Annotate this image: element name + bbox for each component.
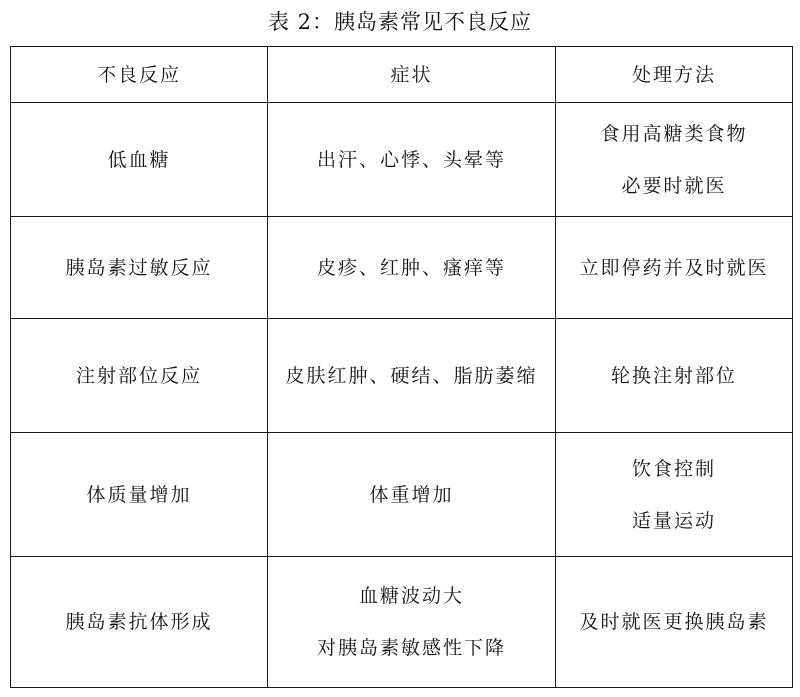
reaction-text: 低血糖 [107, 148, 171, 171]
reaction-text: 注射部位反应 [75, 364, 202, 387]
table-row [11, 319, 793, 433]
treatment-text: 食用高糖类食物 [600, 122, 748, 145]
treatment-cell [556, 433, 793, 557]
treatment-text: 适量运动 [631, 509, 716, 532]
treatment-cell [556, 319, 793, 433]
symptoms-cell [268, 557, 556, 688]
treatment-cell [556, 217, 793, 319]
column-header-symptoms [268, 47, 556, 103]
reaction-text: 胰岛素抗体形成 [65, 611, 213, 633]
table-row [11, 217, 793, 319]
reaction-cell [11, 217, 268, 319]
treatment-text: 及时就医更换胰岛素 [579, 611, 769, 633]
symptoms-text: 出汗、心悸、头晕等 [316, 148, 506, 171]
table-row [11, 557, 793, 688]
symptoms-cell [268, 319, 556, 433]
table-row [11, 103, 793, 217]
treatment-cell [556, 557, 793, 688]
treatment-text: 轮换注射部位 [610, 364, 737, 387]
header-label: 不良反应 [96, 63, 181, 86]
table-header-row [11, 47, 793, 103]
treatment-text: 必要时就医 [621, 174, 727, 197]
treatment-text: 饮食控制 [631, 457, 716, 480]
reaction-text: 胰岛素过敏反应 [65, 256, 213, 279]
reaction-cell [11, 319, 268, 433]
header-label: 处理方法 [631, 63, 716, 86]
symptoms-cell [268, 103, 556, 217]
treatment-cell [556, 103, 793, 217]
symptoms-text: 体重增加 [369, 483, 454, 506]
adverse-reactions-table [10, 46, 793, 688]
column-header-treatment [556, 47, 793, 103]
treatment-text: 立即停药并及时就医 [579, 256, 769, 279]
symptoms-text: 对胰岛素敏感性下降 [316, 637, 506, 659]
header-label: 症状 [390, 63, 433, 86]
reaction-cell [11, 433, 268, 557]
table-row [11, 433, 793, 557]
table-caption: 表 2：胰岛素常见不良反应 [267, 10, 533, 34]
symptoms-text: 皮肤红肿、硬结、脂肪萎缩 [285, 364, 538, 387]
symptoms-cell [268, 217, 556, 319]
reaction-cell [11, 103, 268, 217]
reaction-cell [11, 557, 268, 688]
symptoms-text: 皮疹、红肿、瘙痒等 [316, 256, 506, 279]
symptoms-text: 血糖波动大 [358, 585, 464, 607]
reaction-text: 体质量增加 [86, 483, 192, 506]
symptoms-cell [268, 433, 556, 557]
column-header-reaction [11, 47, 268, 103]
